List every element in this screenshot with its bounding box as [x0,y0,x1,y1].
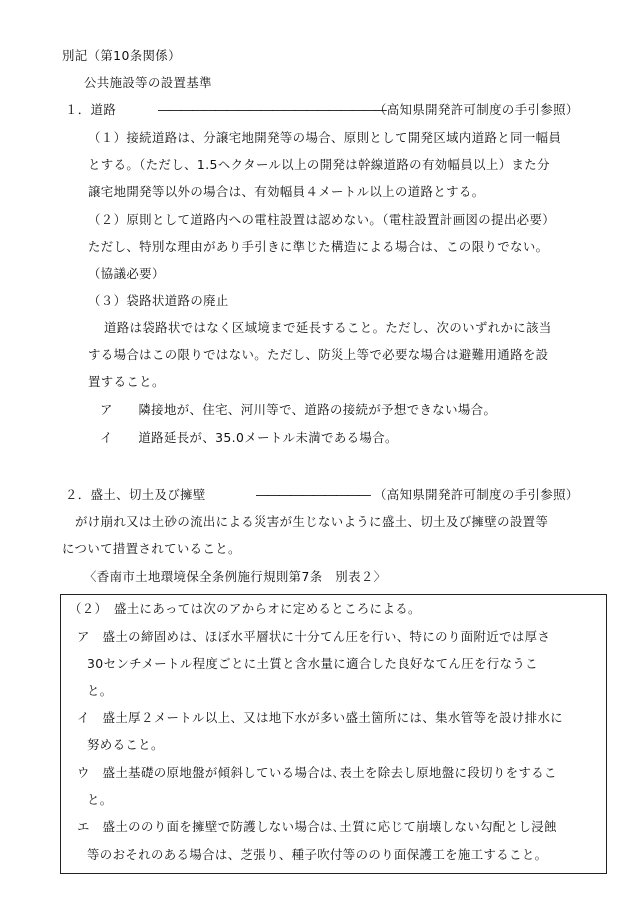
box-line: ア 盛土の締固めは、ほぼ水平層状に十分てん圧を行い、特にのり面附近では厚さ [77,629,551,644]
paragraph-line: 道路は袋路状ではなく区域境まで延長すること。ただし、次のいずれかに該当 [104,320,552,335]
box-line: エ 盛土ののり面を擁壁で防護しない場合は､土質に応じて崩壊しない勾配とし浸蝕 [77,819,557,834]
reference-note: （高知県開発許可制度の手引参照） [374,487,579,502]
box-line: と。 [87,792,113,807]
box-line: 30センチメートル程度ごとに土質と含水量に適合した良好なてん圧を行なうこ [87,656,538,671]
regulation-box [60,594,607,874]
appendix-title: 別記（第10条関係） [62,48,181,63]
section-heading: １．道路 [65,102,117,117]
box-line: 努めること。 [87,737,164,752]
regulation-reference: 〈香南市土地環境保全条例施行規則第7条 別表２〉 [84,569,387,584]
list-item: ア 隣接地が、住宅、河川等で、道路の接続が予想できない場合。 [100,402,497,417]
reference-note: （高知県開発許可制度の手引参照） [374,102,579,117]
paragraph-line: ただし、特別な理由があり手引きに準じた構造による場合は、この限りでない。 [88,239,549,254]
box-line: ウ 盛土基礎の原地盤が傾斜している場合は､表土を除去し原地盤に段切りをするこ [77,765,557,780]
box-line: （２） 盛土にあっては次のアからオに定めるところによる。 [69,601,421,616]
paragraph-line: がけ崩れ又は土砂の流出による災害が生じないように盛土、切土及び擁壁の設置等 [75,514,549,529]
paragraph-line: （１）接続道路は、分譲宅地開発等の場合、原則として開発区域内道路と同一幅員 [88,130,562,145]
box-line: と。 [87,683,113,698]
paragraph-line: （２）原則として道路内への電柱設置は認めない。（電柱設置計画図の提出必要） [88,212,556,227]
paragraph-line: について措置されていること。 [62,541,241,556]
paragraph-line: 譲宅地開発等以外の場合は、有効幅員４メートル以上の道路とする。 [88,184,485,199]
paragraph-line: 置すること。 [88,374,165,389]
paragraph-line: （協議必要） [88,266,165,281]
dash-leader: ―――――――――――――――――――― [158,102,386,117]
standards-subtitle: 公共施設等の設置基準 [84,75,212,90]
paragraph-line: とする。（ただし、1.5ヘクタール以上の開発は幹線道路の有効幅員以上）また分 [88,157,550,172]
box-line: 等のおそれのある場合は、芝張り、種子吹付等ののり面保護工を施工すること。 [87,847,548,862]
subsection-heading: （３）袋路状道路の廃止 [88,293,229,308]
section-heading: ２．盛土、切土及び擁壁 [65,487,206,502]
dash-leader: ―――――――――― [256,487,370,502]
box-line: イ 盛土厚２メートル以上、又は地下水が多い盛土箇所には、集水管等を設け排水に [77,710,564,725]
list-item: イ 道路延長が、35.0メートル未満である場合。 [100,430,398,445]
paragraph-line: する場合はこの限りではない。ただし、防災上等で必要な場合は避難用通路を設 [88,347,549,362]
